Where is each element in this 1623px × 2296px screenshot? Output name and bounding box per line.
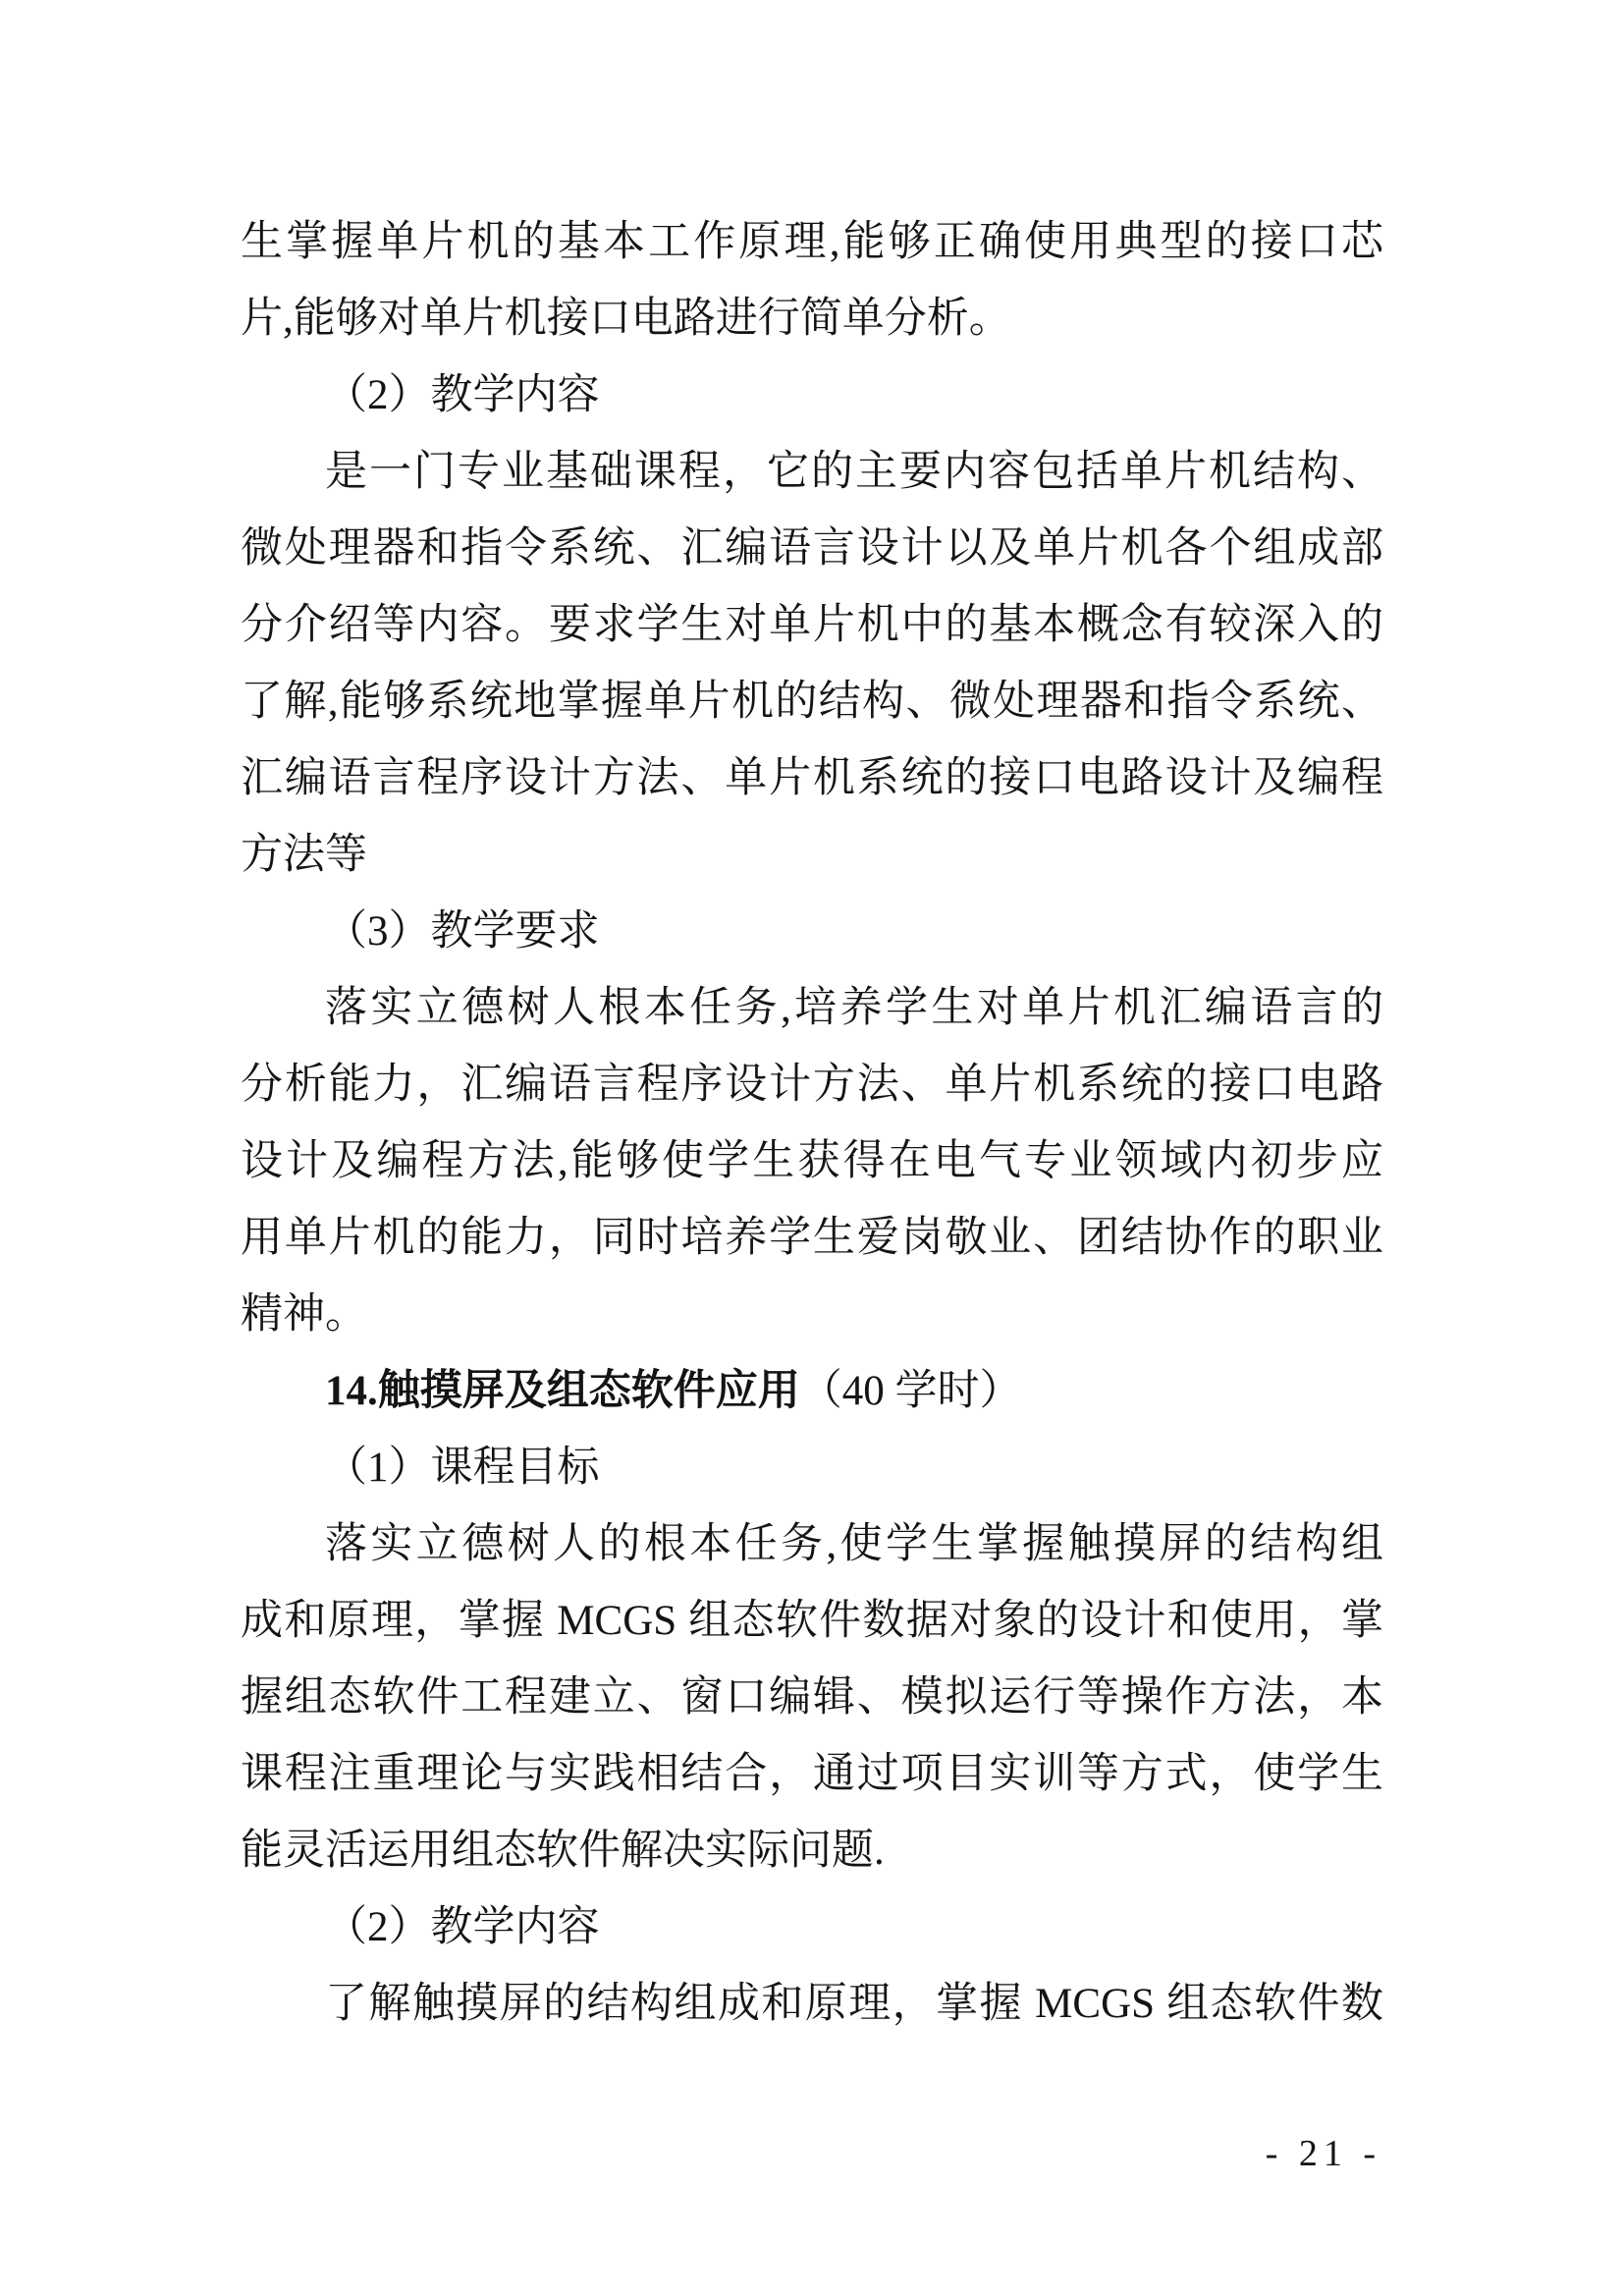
text-line — [241, 511, 1383, 587]
text-run: 分析能力，汇编语言程序设计方法、单片机系统的接口电路 — [241, 1062, 1383, 1108]
text-line — [241, 357, 1383, 434]
text-line — [241, 970, 1383, 1047]
text-line — [241, 1047, 1383, 1123]
text-run: （2）教学内容 — [325, 1904, 600, 1950]
text-line — [241, 1736, 1383, 1813]
text-run: 握组态软件工程建立、窗口编辑、模拟运行等操作方法，本 — [241, 1674, 1383, 1721]
text-line — [241, 1123, 1383, 1200]
text-line — [241, 1660, 1383, 1736]
text-run: 微处理器和指令系统、汇编语言设计以及单片机各个组成部 — [241, 525, 1383, 572]
text-run: 用单片机的能力，同时培养学生爱岗敬业、团结协作的职业 — [241, 1215, 1383, 1261]
text-run: 片,能够对单片机接口电路进行简单分析。 — [241, 296, 1011, 342]
text-run: 设计及编程方法,能够使学生获得在电气专业领域内初步应 — [241, 1138, 1383, 1184]
text-line — [241, 1430, 1383, 1506]
text-run: 课程注重理论与实践相结合，通过项目实训等方式，使学生 — [241, 1751, 1383, 1797]
text-run: 了解,能够系统地掌握单片机的结构、微处理器和指令系统、 — [241, 679, 1383, 725]
text-line — [241, 281, 1383, 357]
text-run: 生掌握单片机的基本工作原理,能够正确使用典型的接口芯 — [241, 219, 1383, 265]
text-run: 了解触摸屏的结构组成和原理，掌握 MCGS 组态软件数 — [325, 1981, 1383, 2027]
text-line — [241, 1506, 1383, 1583]
text-run: 是一门专业基础课程，它的主要内容包括单片机结构、 — [325, 449, 1383, 495]
text-line — [241, 1353, 1383, 1430]
text-line — [241, 894, 1383, 970]
text-run: （1）课程目标 — [325, 1445, 600, 1491]
text-run: 分介绍等内容。要求学生对单片机中的基本概念有较深入的 — [241, 602, 1383, 648]
text-run: 精神。 — [241, 1291, 367, 1338]
text-line — [241, 434, 1383, 511]
text-line — [241, 587, 1383, 664]
text-run: 落实立德树人的根本任务,使学生掌握触摸屏的结构组 — [325, 1521, 1383, 1567]
text-run: 能灵活运用组态软件解决实际问题. — [241, 1828, 885, 1874]
text-run: （2）教学内容 — [325, 372, 600, 418]
text-line — [241, 1966, 1383, 2043]
text-run: 汇编语言程序设计方法、单片机系统的接口电路设计及编程 — [241, 755, 1383, 801]
text-line — [241, 1889, 1383, 1966]
text-line — [241, 204, 1383, 281]
text-line — [241, 1813, 1383, 1889]
text-run: 成和原理，掌握 MCGS 组态软件数据对象的设计和使用，掌 — [241, 1598, 1383, 1644]
text-run: 方法等 — [241, 832, 367, 878]
text-line — [241, 1583, 1383, 1660]
text-run: （40 学时） — [799, 1368, 1022, 1414]
text-line — [241, 740, 1383, 817]
section-heading-text: 14.触摸屏及组态软件应用 — [325, 1368, 800, 1414]
page-number: - 21 - — [1265, 2133, 1381, 2174]
text-run: 落实立德树人根本任务,培养学生对单片机汇编语言的 — [325, 985, 1383, 1031]
text-run: （3）教学要求 — [325, 908, 600, 955]
text-line — [241, 1277, 1383, 1353]
text-line — [241, 817, 1383, 894]
text-line — [241, 1200, 1383, 1277]
text-line — [241, 664, 1383, 740]
page-body-text — [241, 204, 1383, 2043]
